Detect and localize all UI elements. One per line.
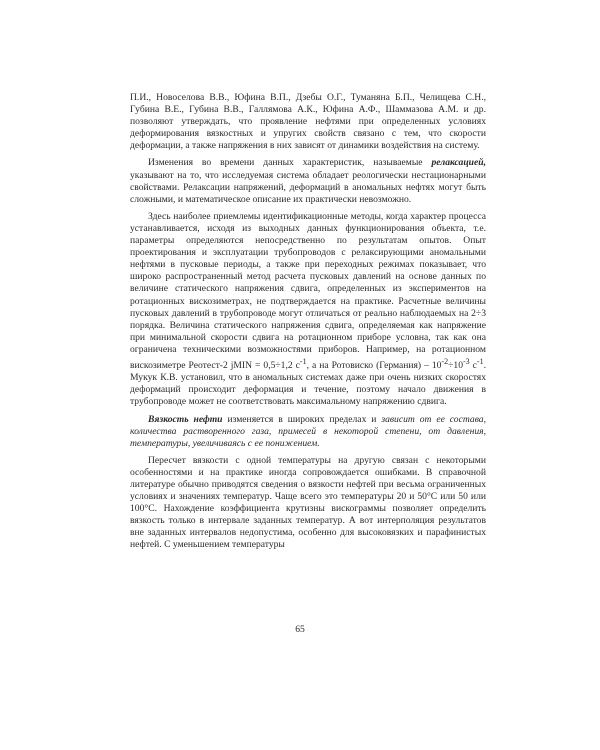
superscript: -1	[299, 356, 307, 366]
paragraph-4-mid: изменяется в широких пределах и	[222, 413, 382, 425]
paragraph-4	[130, 414, 486, 450]
paragraph-1: П.И., Новоселова В.В., Юфина В.П., Дзебы О.Г., Туманяна Б.П., Челищева С.Н., Губина В.Е., Губина В.В., Галлямова А.К., Юфина А.Ф., Шаммазова А.М. и др. позволяют утверждать, что проявление нефтями при определенных условиях деформирования вязкостных и упругих свойств связано с тем, что скорости деформации, а также напряжения в них зависят от динамики воздействия на систему.	[130, 92, 486, 152]
term-relaxation: релаксацией,	[431, 157, 486, 169]
page-body	[130, 92, 486, 552]
paragraph-2	[130, 157, 486, 205]
paragraph-3-part-a: Здесь наиболее приемлемы идентификационные методы, когда характер процесса устанавливается, исходя из выходных данных функционирования объекта, т.е. параметры определяются непосредственно по результатам опытов. Опыт проектирования и эксплуатации трубопроводов с релаксирующими аномальными нефтями в пусковые периоды, а также при переходных режимах показывает, что широко распространенный метод расчета пусковых давлений на основе данных по величине статического напряжения сдвига, определенных из экспериментов на ротационных вискозиметрах, не подтверждается на практике. Расчетные величины пусковых давлений в трубопроводе могут отличаться от реально наблюдаемых на 2÷3 порядка. Величина статического напряжения сдвига, определяемая как напряжение при минимальной скорости сдвига на ротационном приборе условна, так как она ограничена техническими возможностями приборов. Например, на ротационном вискозиметре Реотест-2	[130, 210, 486, 372]
superscript: -3	[463, 356, 470, 366]
paragraph-2-start: Изменения во времени данных характеристик, называемые	[148, 157, 432, 169]
paragraph-3-part-c: , а на Ротовиско (Германия) – 10	[306, 360, 442, 372]
page-number: 65	[295, 624, 305, 635]
term-oil-viscosity: Вязкость нефти	[148, 413, 223, 425]
paragraph-3-part-d: ÷10	[448, 360, 463, 372]
superscript: -1	[476, 356, 484, 366]
paragraph-2-end: указывают на то, что исследуемая система обладает реологически нестационарными свойствами. Релаксации напряжений, деформаций в аномальных нефтях могут быть сложными, и математическое описание их практически невозможно.	[130, 169, 486, 205]
paragraph-3-part-b: = 0,5÷1,2 с	[252, 360, 300, 372]
paragraph-3-part-f: . Мукук К.В. установил, что в аномальных системах даже при очень низких скоростях деформаций происходит деформация и течение, поэтому начало движения в трубопроводе может не соответствовать максимальному напряжению сдвига.	[130, 360, 486, 408]
superscript: -2	[441, 356, 449, 366]
paragraph-4-italic: зависит от ее состава, количества растворенного газа, примесей в некоторой степени, от давления, температуры, увеличиваясь с ее понижением.	[130, 413, 486, 449]
paragraph-3-part-e: с	[469, 360, 477, 372]
gamma-min: jMIN	[230, 360, 253, 372]
paragraph-5: Пересчет вязкости с одной температуры на другую связан с некоторыми особенностями и на практике иногда сопровождается ошибками. В справочной литературе обычно приводятся сведения о вязкости нефтей при весьма ограниченных условиях и значениях температур. Чаще всего это температуры 20 и 50°С или 50 или 100°С. Нахождение коэффициента крутизны вискограммы позволяет определить вязкость только в интервале заданных температур. А вот интерполяция результатов вне заданных интервалов недопустима, особенно для высоковязких и парафинистых нефтей. С уменьшением температуры	[130, 454, 486, 551]
paragraph-3	[130, 211, 486, 409]
